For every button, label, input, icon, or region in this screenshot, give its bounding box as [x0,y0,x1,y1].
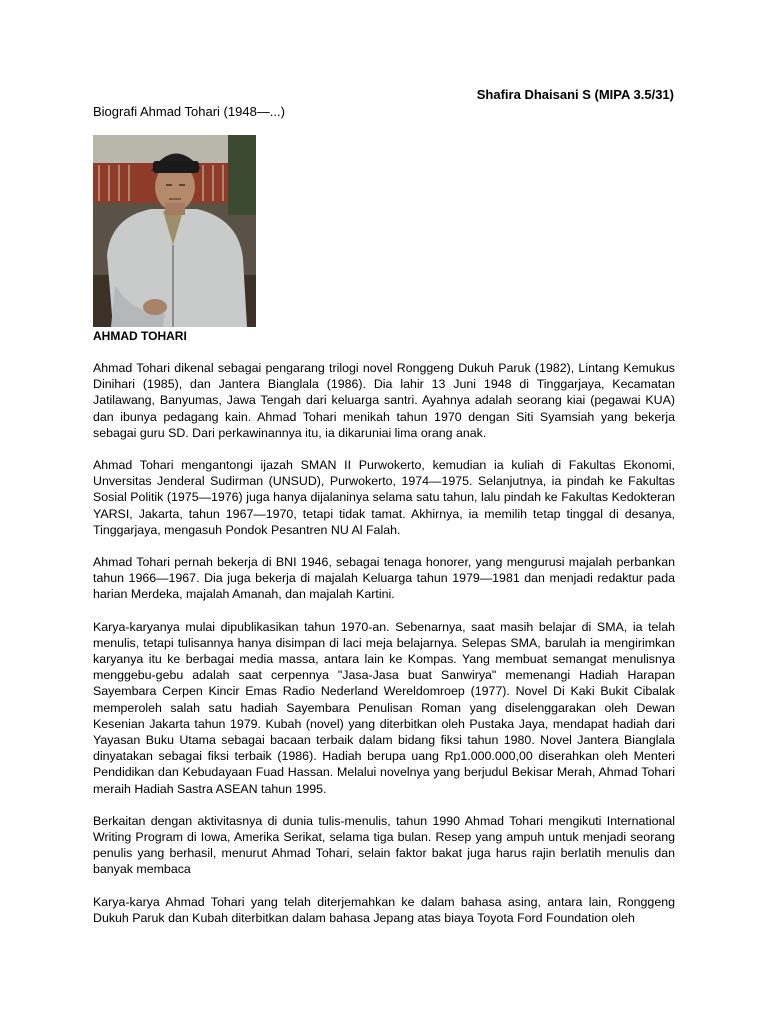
biography-body [93,360,675,942]
document-title: Biografi Ahmad Tohari (1948—...) [93,104,285,119]
paragraph: Ahmad Tohari dikenal sebagai pengarang trilogi novel Ronggeng Dukuh Paruk (1982), Lintang Kemukus Dinihari (1985), dan Jantera Bianglala (1986). Dia lahir 13 Juni 1948 di Tinggarjaya, Kecamatan Jatilawang, Banyumas, Jawa Tengah dari keluarga santri. Ayahnya adalah seorang kiai (pegawai KUA) dan ibunya pedagang kain. Ahmad Tohari menikah tahun 1970 dengan Siti Syamsiah yang bekerja sebagai guru SD. Dari perkawinannya itu, ia dikaruniai lima orang anak. [93,361,675,440]
section-heading: AHMAD TOHARI [93,329,187,343]
paragraph: Karya-karya Ahmad Tohari yang telah diterjemahkan ke dalam bahasa asing, antara lain, Ronggeng Dukuh Paruk dan Kubah diterbitkan dalam bahasa Jepang atas biaya Toyota Ford Foundation oleh [93,894,675,925]
paragraph: Ahmad Tohari mengantongi ijazah SMAN II Purwokerto, kemudian ia kuliah di Fakultas Ekonomi, Unversitas Jenderal Sudirman (UNSUD), Purwokerto, 1974—1975. Selanjutnya, ia pindah ke Fakultas Sosial Politik (1975—1976) juga hanya dijalaninya selama satu tahun, lalu pindah ke Fakultas Kedokteran YARSI, Jakarta, tahun 1967—1970, tetapi tidak tamat. Akhirnya, ia memilih tetap tinggal di desanya, Tinggarjaya, mengasuh Pondok Pesantren NU Al Falah. [93,458,675,537]
paragraph: Ahmad Tohari pernah bekerja di BNI 1946, sebagai tenaga honorer, yang mengurusi majalah perbankan tahun 1966—1967. Dia juga bekerja di majalah Keluarga tahun 1979—1981 dan menjadi redaktur pada harian Merdeka, majalah Amanah, dan majalah Kartini. [93,555,675,602]
paragraph: Karya-karyanya mulai dipublikasikan tahun 1970-an. Sebenarnya, saat masih belajar di SMA, ia telah menulis, tetapi tulisannya hanya disimpan di laci meja belajarnya. Selepas SMA, barulah ia mengirimkan karyanya itu ke berbagai media massa, antara lain ke Kompas. Yang membuat semangat menulisnya menggebu-gebu adalah saat cerpennya "Jasa-Jasa buat Sanwirya" memenangi Hadiah Harapan Sayembara Cerpen Kincir Emas Radio Nederland Wereldomroep (1977). Novel Di Kaki Bukit Cibalak memperoleh salah satu hadiah Sayembara Penulisan Roman yang diselenggarakan oleh Dewan Kesenian Jakarta tahun 1979. Kubah (novel) yang diterbitkan oleh Pustaka Jaya, mendapat hadiah dari Yayasan Buku Utama sebagai bacaan terbaik dalam bidang fiksi tahun 1980. Novel Jantera Bianglala dinyatakan sebagai fiksi terbaik (1986). Hadiah berupa uang Rp1.000.000,00 diserahkan oleh Menteri Pendidikan dan Kebudayaan Fuad Hassan. Melalui novelnya yang berjudul Bekisar Merah, Ahmad Tohari meraih Hadiah Sastra ASEAN tahun 1995. [93,619,675,796]
paragraph: Berkaitan dengan aktivitasnya di dunia tulis-menulis, tahun 1990 Ahmad Tohari mengikuti International Writing Program di Iowa, Amerika Serikat, selama tiga bulan. Resep yang ampuh untuk menjadi seorang penulis yang berhasil, menurut Ahmad Tohari, selain faktor bakat juga harus rajin berlatih menulis dan banyak membaca [93,813,675,877]
author-line: Shafira Dhaisani S (MIPA 3.5/31) [476,87,674,102]
portrait-photo [93,135,256,327]
